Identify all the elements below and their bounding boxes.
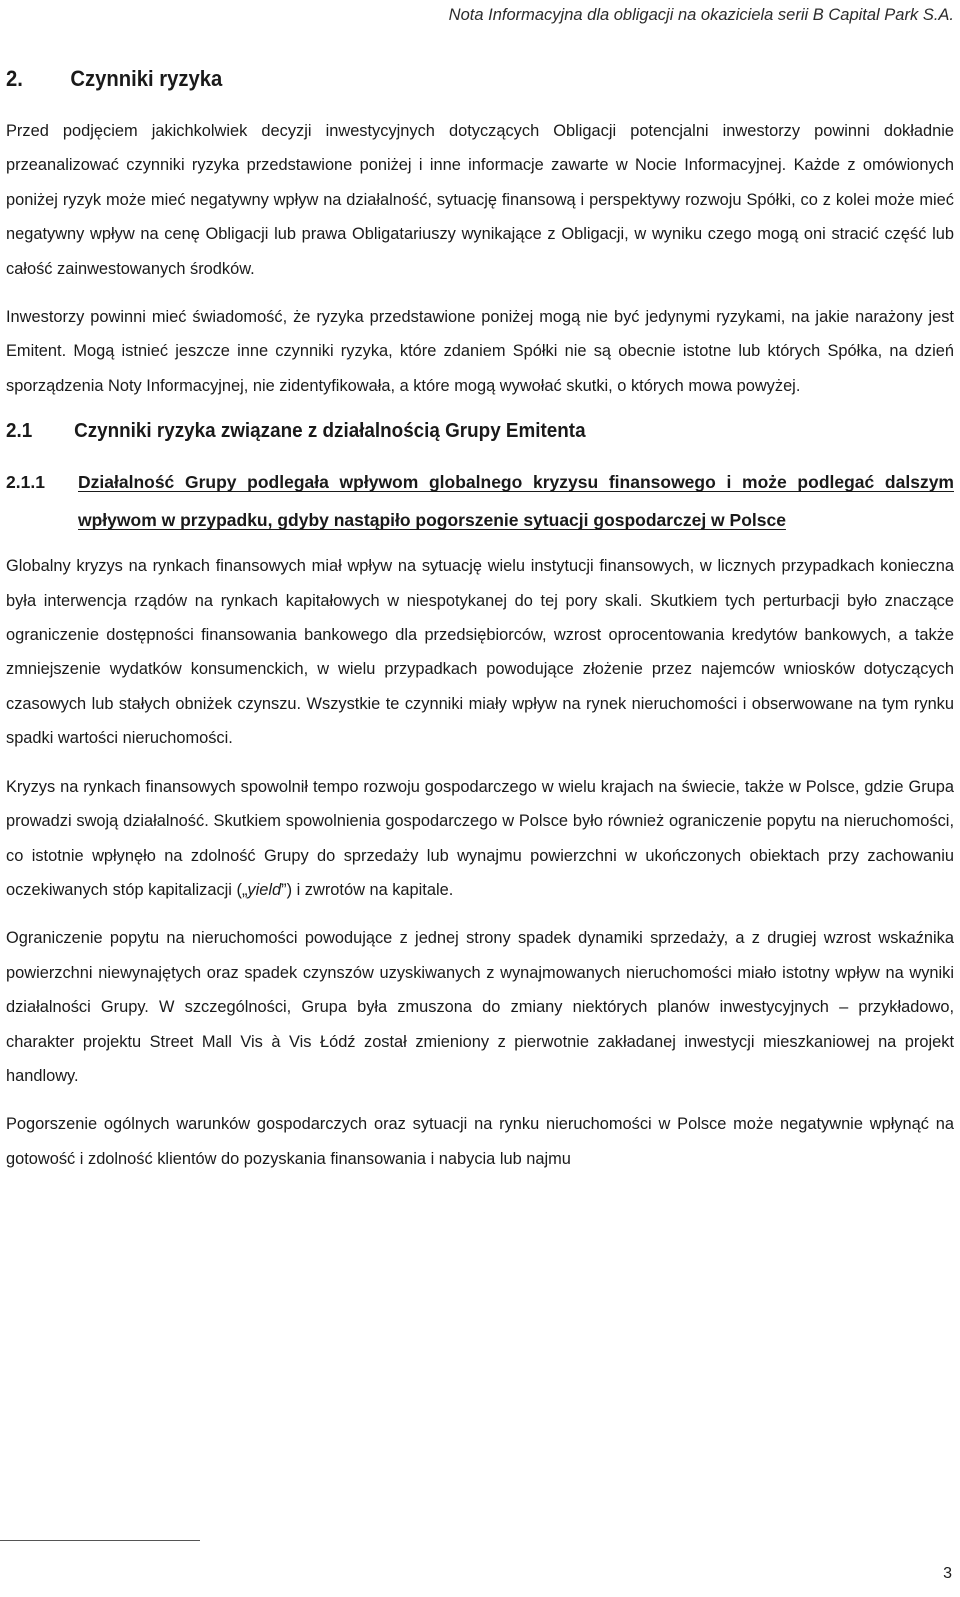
intro-paragraph-2: Inwestorzy powinni mieć świadomość, że ryzyka przedstawione poniżej mogą nie być jedynymi ryzykami, na jakie narażony jest Emitent. Mogą istnieć jeszcze inne czynniki ryzyka, które zdaniem Spółki nie są obecnie istotne lub których Spółka, na dzień sporządzenia Noty Informacyjnej, nie zidentyfikowała, a które mogą wywołać skutki, o których mowa powyżej. bbox=[6, 308, 954, 395]
footer-divider bbox=[0, 1540, 200, 1541]
subsection-title: Czynniki ryzyka związane z działalnością Grupy Emitenta bbox=[74, 419, 586, 443]
intro-paragraph-1: Przed podjęciem jakichkolwiek decyzji inwestycyjnych dotyczących Obligacji potencjalni inwestorzy powinni dokładnie przeanalizować czynniki ryzyka przedstawione poniżej i inne informacje zawarte w Nocie Informacyjnej. Każde z omówionych poniżej ryzyk może mieć negatywny wpływ na działalność, sytuację finansową i perspektywy rozwoju Spółki, co z kolei może mieć negatywny wpływ na cenę Obligacji lub prawa Obligatariuszy wynikające z Obligacji, w wyniku czego mogą oni stracić część lub całość zainwestowanych środków. bbox=[6, 122, 954, 278]
running-header: Nota Informacyjna dla obligacji na okaziciela serii B Capital Park S.A. bbox=[448, 6, 954, 24]
body-paragraph-3: Ograniczenie popytu na nieruchomości powodujące z jednej strony spadek dynamiki sprzedaży, a z drugiej wzrost wskaźnika powierzchni niewynajętych oraz spadek czynszów uzyskiwanych z wynajmowanych nieruchomości miało istotny wpływ na wyniki działalności Grupy. W szczególności, Grupa była zmuszona do zmiany niektórych planów inwestycyjnych – przykładowo, charakter projektu Street Mall Vis à Vis Łódź został zmieniony z pierwotnie zakładanej inwestycji mieszkaniowej na projekt handlowy. bbox=[6, 929, 954, 1085]
subsection-heading bbox=[6, 419, 878, 443]
body-paragraph-1: Globalny kryzys na rynkach finansowych miał wpływ na sytuację wielu instytucji finansowych, w licznych przypadkach konieczna była interwencja rządów na rynkach kapitałowych w niespotykanej do tej pory skali. Skutkiem tych perturbacji było znaczące ograniczenie dostępności finansowania bankowego dla przedsiębiorców, wzrost oprocentowania kredytów bankowych, a także zmniejszenie wydatków konsumenckich, w wielu przypadkach powodujące złożenie przez najemców wniosków dotyczących czasowych lub stałych obniżek czynszu. Wszystkie te czynniki miały wpływ na rynek nieruchomości i obserwowane na tym rynku spadki wartości nieruchomości. bbox=[6, 557, 954, 748]
body-paragraph-4: Pogorszenie ogólnych warunków gospodarczych oraz sytuacji na rynku nieruchomości w Polsce może negatywnie wpłynąć na gotowość i zdolność klientów do pozyskania finansowania i nabycia lub najmu bbox=[6, 1115, 954, 1168]
section-title: Czynniki ryzyka bbox=[70, 66, 223, 91]
body-paragraph-2-text: Kryzys na rynkach finansowych spowolnił tempo rozwoju gospodarczego w wielu krajach na świecie, także w Polsce, gdzie Grupa prowadzi swoją działalność. Skutkiem spowolnienia gospodarczego w Polsce było również ograniczenie popytu na nieruchomości, co istotnie wpłynęło na zdolność Grupy do sprzedaży lub wynajmu powierzchni w ukończonych obiektach przy zachowaniu oczekiwanych stóp kapitalizacji („ bbox=[6, 777, 954, 899]
page-content bbox=[6, 66, 954, 1190]
yield-term: yield bbox=[247, 880, 282, 899]
subsubsection-heading bbox=[6, 463, 954, 539]
subsubsection-number: 2.1.1 bbox=[6, 472, 45, 493]
subsection-number: 2.1 bbox=[6, 419, 33, 443]
section-number: 2. bbox=[6, 66, 23, 91]
page-number: 3 bbox=[943, 1565, 952, 1582]
section-heading bbox=[6, 66, 878, 92]
body-paragraph-2 bbox=[6, 770, 954, 908]
body-paragraph-2-end: ”) i zwrotów na kapitale. bbox=[281, 880, 454, 899]
subsubsection-title: Działalność Grupy podlegała wpływom globalnego kryzysu finansowego i może podlegać dalszym wpływom w przypadku, gdyby nastąpiło pogorszenie sytuacji gospodarczej w Polsce bbox=[78, 472, 954, 531]
